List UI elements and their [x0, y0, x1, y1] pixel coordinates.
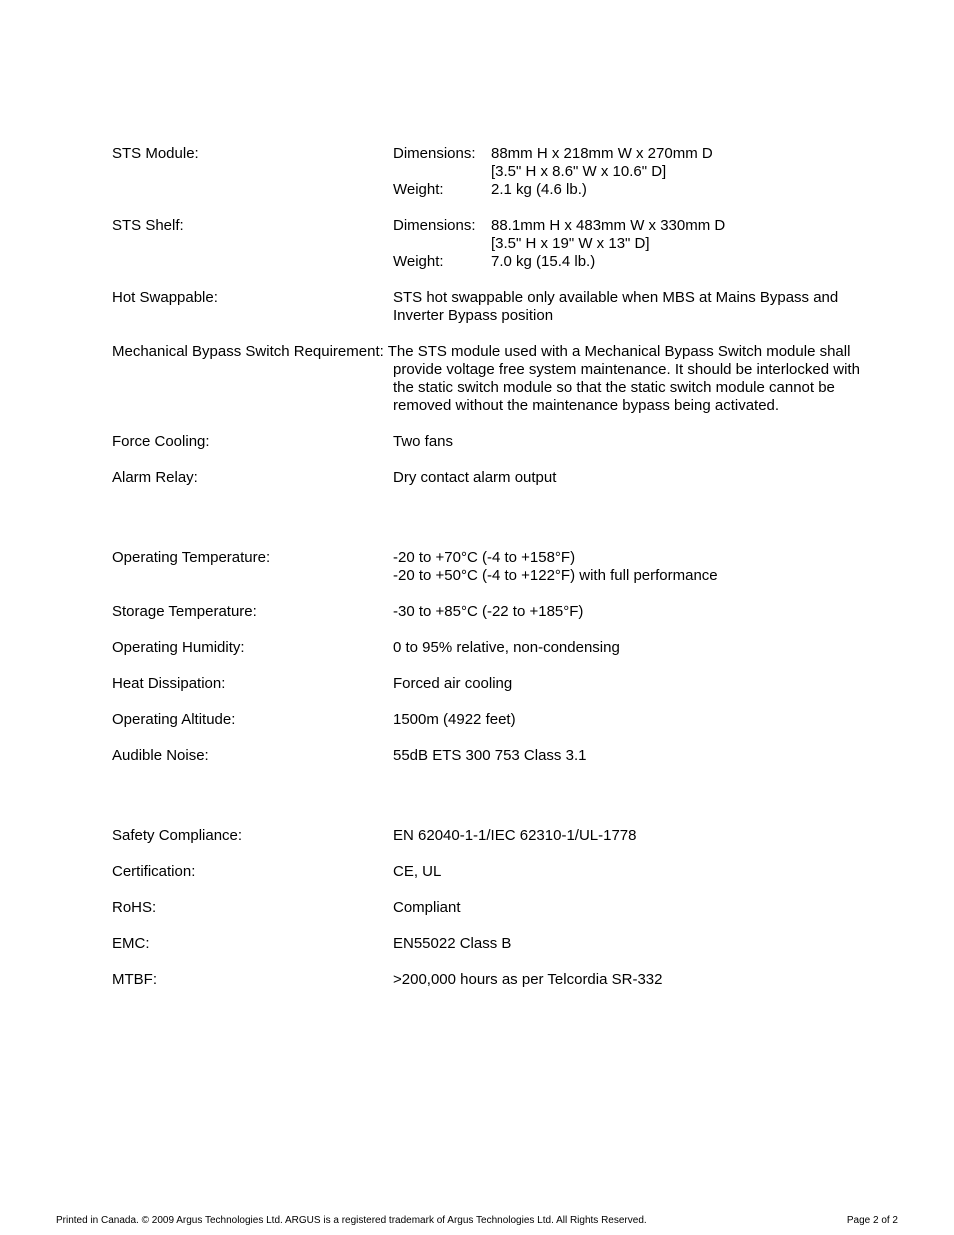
- spacer: [112, 271, 892, 289]
- element: [112, 343, 892, 361]
- spec-row-safety-compliance: [112, 827, 892, 845]
- spec-label: RoHS:: [112, 899, 157, 916]
- spec-label: Alarm Relay:: [112, 469, 198, 486]
- spec-label: MTBF:: [112, 971, 157, 988]
- spec-value: 0 to 95% relative, non-condensing: [393, 639, 620, 656]
- spec-row-storage-temperature: [112, 603, 892, 621]
- spec-value: EN55022 Class B: [393, 935, 512, 952]
- spec-row-mtbf: [112, 971, 892, 989]
- spacer: [112, 621, 892, 639]
- weight-value: 7.0 kg (15.4 lb.): [491, 253, 596, 270]
- spacer: [112, 415, 892, 433]
- dimension-table: [393, 217, 892, 271]
- spec-label: Safety Compliance:: [112, 827, 243, 844]
- value-line: Inverter Bypass position: [393, 307, 554, 324]
- spec-value: 1500m (4922 feet): [393, 711, 516, 728]
- spec-label: Operating Temperature:: [112, 549, 271, 566]
- spec-row-mbs-requirement: [112, 343, 892, 415]
- spec-label: Force Cooling:: [112, 433, 210, 450]
- copyright-notice: Printed in Canada. © 2009 Argus Technologies Ltd. ARGUS is a registered trademark of Argus Technologies Ltd. All Rights Reserved.: [56, 1215, 647, 1226]
- spec-value: >200,000 hours as per Telcordia SR-332: [393, 971, 663, 988]
- spacer: [112, 585, 892, 603]
- spec-row-operating-temperature: [112, 549, 892, 585]
- spec-row-rohs: [112, 899, 892, 917]
- spec-label: STS Shelf:: [112, 217, 184, 234]
- spec-row-force-cooling: [112, 433, 892, 451]
- spec-row-heat-dissipation: [112, 675, 892, 693]
- dimensions-label: Dimensions:: [393, 217, 476, 234]
- spacer: [393, 235, 491, 253]
- spec-row-sts-shelf: [112, 217, 892, 271]
- dimensions-label: Dimensions:: [393, 145, 476, 162]
- spec-row-operating-altitude: [112, 711, 892, 729]
- spacer: [112, 693, 892, 711]
- spec-row-sts-module: [112, 145, 892, 199]
- value-line: The STS module used with a Mechanical Bypass Switch module shall: [387, 343, 851, 360]
- spacer: [112, 729, 892, 747]
- weight-label: Weight:: [393, 253, 444, 270]
- spec-value: [393, 217, 892, 271]
- spacer: [112, 451, 892, 469]
- spacer: [112, 657, 892, 675]
- value-line: -20 to +50°C (-4 to +122°F) with full performance: [393, 567, 718, 584]
- page-footer: [56, 1215, 898, 1227]
- value-line: the static switch module so that the static switch module cannot be: [393, 379, 835, 396]
- spec-value: Dry contact alarm output: [393, 469, 557, 486]
- spacer: [112, 845, 892, 863]
- spec-value: [393, 549, 892, 585]
- value-line: provide voltage free system maintenance. It should be interlocked with: [393, 361, 860, 378]
- spec-value: [393, 289, 892, 325]
- spec-value: EN 62040-1-1/IEC 62310-1/UL-1778: [393, 827, 637, 844]
- spec-row-certification: [112, 863, 892, 881]
- spec-label: Operating Humidity:: [112, 639, 245, 656]
- spec-label: Operating Altitude:: [112, 711, 236, 728]
- spacer: [112, 881, 892, 899]
- value-line: STS hot swappable only available when MBS at Mains Bypass and: [393, 289, 839, 306]
- spec-label: Heat Dissipation:: [112, 675, 226, 692]
- spec-label: EMC:: [112, 935, 150, 952]
- spec-label: Storage Temperature:: [112, 603, 257, 620]
- value-line: -20 to +70°C (-4 to +158°F): [393, 549, 576, 566]
- spec-label: Certification:: [112, 863, 196, 880]
- spec-value: Two fans: [393, 433, 454, 450]
- dimensions-imperial: [3.5" H x 8.6" W x 10.6" D]: [491, 163, 667, 180]
- value-line: removed without the maintenance bypass being activated.: [393, 397, 780, 414]
- spec-value: [393, 145, 892, 199]
- specifications-list: [112, 145, 892, 989]
- dimensions-metric: 88mm H x 218mm W x 270mm D: [491, 145, 713, 162]
- spacer: [112, 917, 892, 935]
- spec-label: STS Module:: [112, 145, 199, 162]
- spec-value: 55dB ETS 300 753 Class 3.1: [393, 747, 587, 764]
- dimension-table: [393, 145, 892, 199]
- spacer: [393, 163, 491, 181]
- spec-row-hot-swappable: [112, 289, 892, 325]
- spec-row-emc: [112, 935, 892, 953]
- spacer: [112, 199, 892, 217]
- spec-label: Mechanical Bypass Switch Requirement:: [112, 343, 384, 360]
- spec-row-audible-noise: [112, 747, 892, 765]
- spec-value: -30 to +85°C (-22 to +185°F): [393, 603, 584, 620]
- spacer: [112, 325, 892, 343]
- dimensions-metric: 88.1mm H x 483mm W x 330mm D: [491, 217, 726, 234]
- spec-value: Compliant: [393, 899, 461, 916]
- page-number: Page 2 of 2: [846, 1215, 898, 1226]
- spec-value: CE, UL: [393, 863, 442, 880]
- dimensions-imperial: [3.5" H x 19" W x 13" D]: [491, 235, 650, 252]
- spec-label: Hot Swappable:: [112, 289, 218, 306]
- weight-label: Weight:: [393, 181, 444, 198]
- spec-row-alarm-relay: [112, 469, 892, 487]
- spacer: [112, 765, 892, 827]
- spec-value: Forced air cooling: [393, 675, 513, 692]
- weight-value: 2.1 kg (4.6 lb.): [491, 181, 587, 198]
- spec-label: Audible Noise:: [112, 747, 209, 764]
- spacer: [112, 953, 892, 971]
- spacer: [112, 487, 892, 549]
- spec-row-operating-humidity: [112, 639, 892, 657]
